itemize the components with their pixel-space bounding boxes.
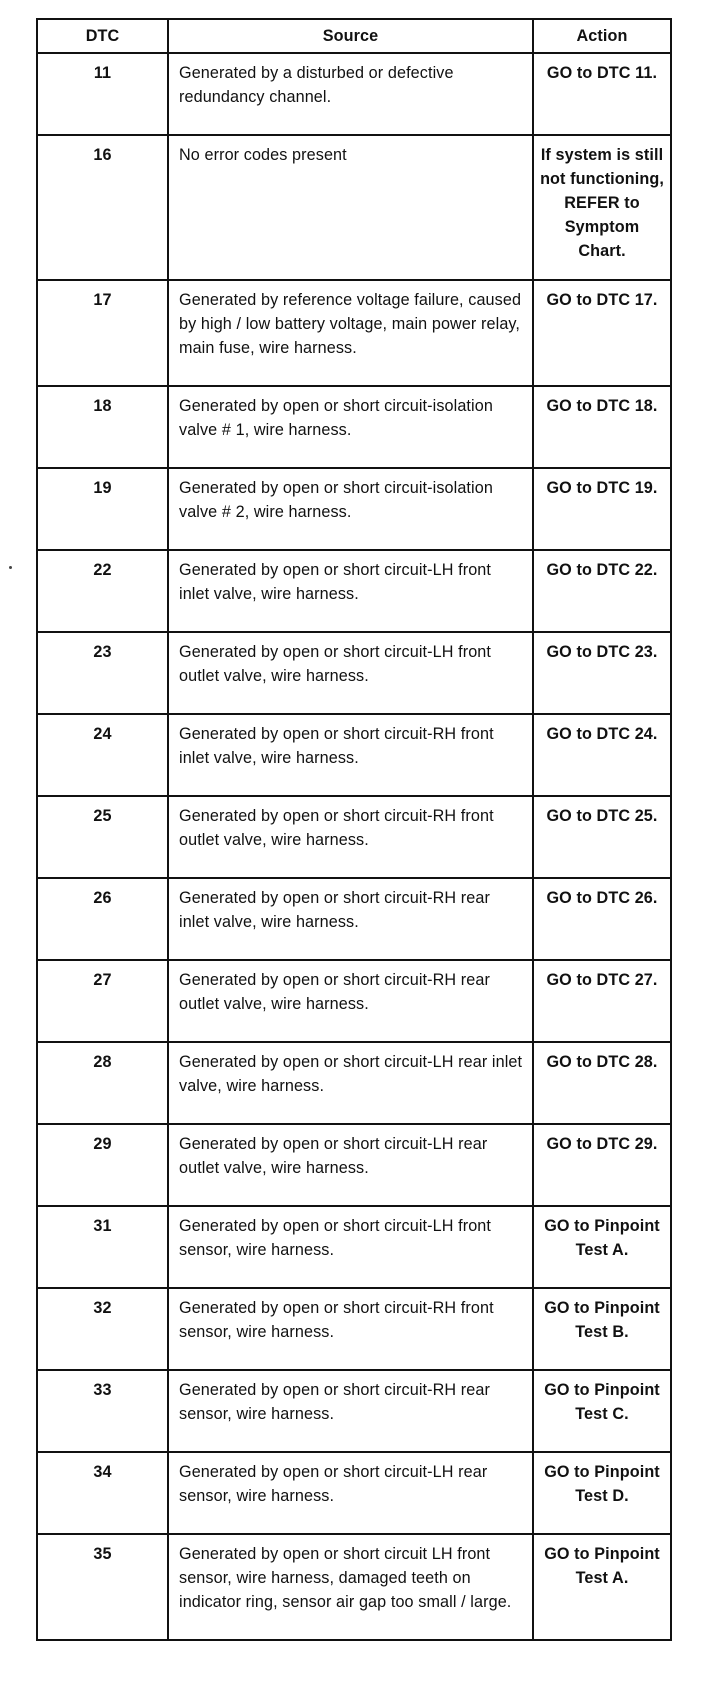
dtc-table — [36, 18, 672, 1641]
dtc-source: Generated by open or short circuit-LH front sensor, wire harness. — [168, 1206, 533, 1288]
dtc-code: 22 — [37, 550, 168, 632]
dtc-action: GO to DTC 11. — [533, 53, 671, 135]
dtc-code: 35 — [37, 1534, 168, 1640]
table-row — [37, 1452, 671, 1534]
dtc-action: GO to Pinpoint Test A. — [533, 1534, 671, 1640]
table-row — [37, 1288, 671, 1370]
table-row — [37, 1124, 671, 1206]
dtc-source: Generated by open or short circuit-RH rear inlet valve, wire harness. — [168, 878, 533, 960]
dtc-code: 24 — [37, 714, 168, 796]
dtc-source: Generated by open or short circuit-RH rear sensor, wire harness. — [168, 1370, 533, 1452]
dtc-code: 25 — [37, 796, 168, 878]
dtc-code: 32 — [37, 1288, 168, 1370]
table-row — [37, 1042, 671, 1124]
dtc-action: GO to DTC 19. — [533, 468, 671, 550]
dtc-action: GO to Pinpoint Test B. — [533, 1288, 671, 1370]
dtc-action: GO to DTC 23. — [533, 632, 671, 714]
table-row — [37, 1534, 671, 1640]
table-row — [37, 135, 671, 280]
dtc-source: No error codes present — [168, 135, 533, 280]
dtc-code: 17 — [37, 280, 168, 386]
table-header — [37, 19, 671, 53]
dtc-source: Generated by open or short circuit-LH front outlet valve, wire harness. — [168, 632, 533, 714]
dtc-source: Generated by open or short circuit-isolation valve # 2, wire harness. — [168, 468, 533, 550]
dtc-code: 27 — [37, 960, 168, 1042]
dtc-source: Generated by open or short circuit-isolation valve # 1, wire harness. — [168, 386, 533, 468]
dtc-source: Generated by reference voltage failure, caused by high / low battery voltage, main power relay, main fuse, wire harness. — [168, 280, 533, 386]
dtc-action: GO to Pinpoint Test A. — [533, 1206, 671, 1288]
dtc-code: 19 — [37, 468, 168, 550]
dtc-source: Generated by open or short circuit-LH rear inlet valve, wire harness. — [168, 1042, 533, 1124]
table-row — [37, 550, 671, 632]
table-row — [37, 386, 671, 468]
dtc-source: Generated by open or short circuit-LH rear sensor, wire harness. — [168, 1452, 533, 1534]
dtc-code: 16 — [37, 135, 168, 280]
header-action: Action — [533, 19, 671, 53]
header-dtc: DTC — [37, 19, 168, 53]
dtc-code: 31 — [37, 1206, 168, 1288]
table-row — [37, 1206, 671, 1288]
table-row — [37, 878, 671, 960]
dtc-source: Generated by open or short circuit-RH rear outlet valve, wire harness. — [168, 960, 533, 1042]
table-row — [37, 468, 671, 550]
dtc-action: GO to DTC 25. — [533, 796, 671, 878]
header-source: Source — [168, 19, 533, 53]
dtc-action: GO to Pinpoint Test C. — [533, 1370, 671, 1452]
dtc-source: Generated by open or short circuit-RH front sensor, wire harness. — [168, 1288, 533, 1370]
dtc-code: 28 — [37, 1042, 168, 1124]
table-body — [37, 53, 671, 1640]
dtc-code: 29 — [37, 1124, 168, 1206]
dtc-action: GO to DTC 27. — [533, 960, 671, 1042]
dtc-action: GO to DTC 28. — [533, 1042, 671, 1124]
dtc-source: Generated by open or short circuit-LH front inlet valve, wire harness. — [168, 550, 533, 632]
dtc-action: GO to DTC 29. — [533, 1124, 671, 1206]
dtc-action: GO to DTC 22. — [533, 550, 671, 632]
dtc-action: If system is still not functioning, REFER to Symptom Chart. — [533, 135, 671, 280]
table-row — [37, 960, 671, 1042]
dtc-source: Generated by a disturbed or defective redundancy channel. — [168, 53, 533, 135]
table-row — [37, 714, 671, 796]
dtc-action: GO to DTC 17. — [533, 280, 671, 386]
dtc-code: 34 — [37, 1452, 168, 1534]
dtc-action: GO to DTC 18. — [533, 386, 671, 468]
dtc-source: Generated by open or short circuit-LH rear outlet valve, wire harness. — [168, 1124, 533, 1206]
dtc-source: Generated by open or short circuit-RH front inlet valve, wire harness. — [168, 714, 533, 796]
table-row — [37, 632, 671, 714]
dtc-code: 33 — [37, 1370, 168, 1452]
dtc-source: Generated by open or short circuit-RH front outlet valve, wire harness. — [168, 796, 533, 878]
header-row — [37, 19, 671, 53]
dtc-action: GO to DTC 26. — [533, 878, 671, 960]
scan-speck — [9, 566, 12, 569]
dtc-action: GO to Pinpoint Test D. — [533, 1452, 671, 1534]
dtc-code: 11 — [37, 53, 168, 135]
dtc-code: 23 — [37, 632, 168, 714]
table-row — [37, 796, 671, 878]
table-row — [37, 1370, 671, 1452]
dtc-code: 26 — [37, 878, 168, 960]
dtc-action: GO to DTC 24. — [533, 714, 671, 796]
dtc-source: Generated by open or short circuit LH front sensor, wire harness, damaged teeth on indicator ring, sensor air gap too small / large. — [168, 1534, 533, 1640]
table-row — [37, 280, 671, 386]
table-row — [37, 53, 671, 135]
dtc-code: 18 — [37, 386, 168, 468]
